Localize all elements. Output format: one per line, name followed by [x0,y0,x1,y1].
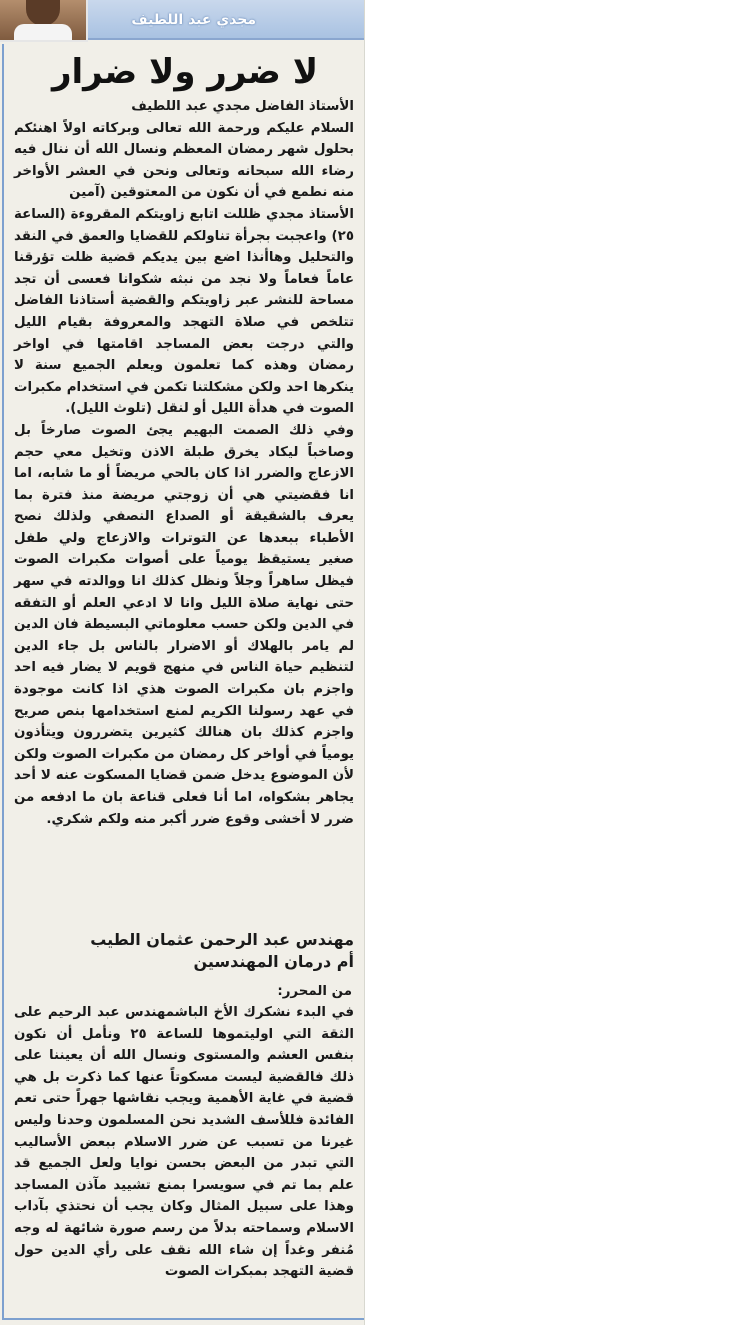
signature-location: أم درمان المهندسين [193,952,354,971]
author-photo-shirt [14,24,72,40]
letter-salutation: الأستاذ الفاضل مجدي عبد اللطيف [131,99,354,114]
headline: لا ضرر ولا ضرار [51,52,319,92]
letter-paragraph: وفي ذلك الصمت البهيم يجئ الصوت صارخاً بل وصاخباً ليكاد يخرق طبلة الاذن وتخيل معي حجم الازعاج والضرر اذا كان بالحي مريضاً أو ما شابه، اما انا فقضيتي هي أن زوجتي مريضة منذ فترة بما يعرف بالشقيقة أو الصداع النصفي ولذلك نصح الأطباء ببعدها عن التوترات والازعاج ولي طفل صغير يستيقظ يومياً على أصوات مكبرات الصوت فيظل ساهراً وجلاً ونظل كذلك انا ووالدته في سهر حتى نهاية صلاة الليل وانا لا ادعي العلم أو التفقه في الدين ولكن حسب معلوماتي البسيطة فان الدين لم يامر بالهلاك أو الاضرار بالناس بل جاء الدين لتنظيم حياة الناس في منهج قويم لا يضار فيه احد واجزم بان مكبرات الصوت هذي اذا كانت موجودة في عهد رسولنا الكريم لمنع استخدامها بنص صريح واجزم كذلك بان هنالك كثيرين يتضررون ويتأذون يومياً في أواخر كل رمضان من مكبرات الصوت ولكن لأن الموضوع يدخل ضمن قضايا المسكوت عنه لا أحد يجاهر بشكواه، اما أنا فعلى قناعة بان ما ادفعه من ضرر لا أخشى وقوع ضرر أكبر منه ولكم شكري. [14,422,354,827]
signature-name: مهندس عبد الرحمن عثمان الطيب [90,930,354,949]
column-header-band [0,0,364,40]
editor-reply: في البدء نشكرك الأخ الباشمهندس عبد الرحيم على الثقة التي اوليتموها للساعة ٢٥ ونأمل أن نكون بنفس العشم والمستوى ونسال الله أن يعيننا على ذلك فالقضية ليست مسكوتاً عنها كما ذكرت بل هي قضية في غاية الأهمية ويجب نقاشها جهراً حتى تعم الفائدة فللأسف الشديد نحن المسلمون وحدنا وليس غيرنا من تسبب عن ضرر الاسلام ببعض الأساليب التي تبدر من البعض بحسن نوايا ولعل الجميع قد علم بما تم في سويسرا بمنع تشييد مآذن المساجد وهذا على سبيل المثال وكان يجب أن نحتذي بآداب الاسلام وسماحته بدلاً من رسم صورة شائهة له وجه مُنفر وغداً إن شاء الله نقف على رأي الدين حول قضية التهجد بمبكرات الصوت [14,1005,354,1280]
left-border-rule [2,44,4,1320]
author-photo-face [26,0,60,26]
author-name: مجدي عبد اللطيف [131,12,256,28]
author-photo [0,0,88,42]
bottom-border-rule [2,1318,364,1320]
editor-label: من المحرر: [277,984,352,999]
letter-paragraph: الأستاذ مجدي ظللت اتابع زاويتكم المقروءة (الساعة ٢٥) واعجبت بجرأة تناولكم للقضايا والعمق في النقد والتحليل وهاأنذا اضع بين يديكم قضية ظلت تؤرقنا عاماً فعاماً ولا نجد من نبثه شكوانا فعسى أن تجد مساحة للنشر عبر زاويتكم والقضية أستاذنا الفاضل تتلخص في صلاة التهجد والمعروفة بقيام الليل والتي درجت بعض المساجد اقامتها في اواخر رمضان وهذه كما تعلمون ويعلم الجميع سنة لا ينكرها احد ولكن مشكلتنا تكمن في استخدام مكبرات الصوت في هدأة الليل أو لنقل (تلوث الليل). [14,206,354,417]
letter-body [14,96,354,830]
letter-paragraph: السلام عليكم ورحمة الله تعالى وبركاته اولاً اهنئكم بحلول شهر رمضان المعظم ونسال الله أن ننال فيه رضاء الله سبحانه وتعالى ونحن في العشر الأواخر منه نطمع في أن نكون من المعتوقين (آمين [14,120,354,201]
